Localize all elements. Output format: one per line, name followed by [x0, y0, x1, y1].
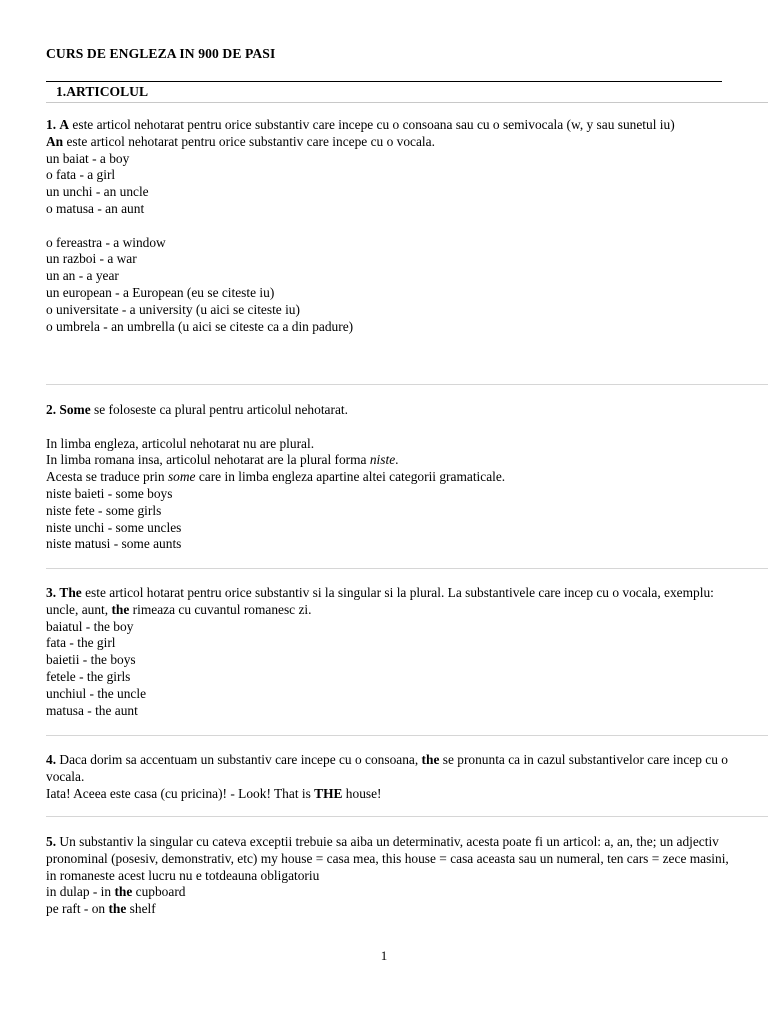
section-title: 1.ARTICOLUL: [56, 84, 149, 99]
keyword-the: the: [114, 884, 133, 900]
example-line: niste baieti - some boys: [46, 485, 173, 501]
example-line: baietii - the boys: [46, 652, 136, 668]
text-part: In limba romana insa, articolul nehotarat are la plural forma: [46, 452, 370, 468]
example-line: niste fete - some girls: [46, 502, 162, 518]
paragraph-4: [46, 752, 736, 802]
example-line: matusa - the aunt: [46, 702, 138, 718]
rule-1-a: [46, 117, 736, 134]
example-line: o fata - a girl: [46, 167, 116, 183]
rule-text: se foloseste ca plural pentru articolul nehotarat.: [90, 402, 348, 417]
rule-text: este articol hotarat pentru orice substantiv si la singular si la plural. La substantivele care incep cu o vocala, exemplu: uncle, aunt,: [46, 585, 714, 617]
example-line: un european - a European (eu se citeste iu): [46, 284, 275, 300]
rule-text: se pronunta ca in cazul substantivelor care incep cu o vocala.: [46, 752, 728, 784]
paragraph-1: [46, 117, 736, 335]
rule-text: Un substantiv la singular cu cateva exceptii trebuie sa aiba un determinativ, acesta poate fi un articol: a, an, the; un adjectiv pronominal (posesiv, demonstrativ, etc) my house = casa mea, this house = casa aceasta sau un numeral, ten cars = zece masini, in romaneste acest lucru nu e totdeauna obligatoriu: [46, 834, 729, 883]
rule-5: [46, 834, 736, 884]
keyword-the: The: [59, 585, 82, 600]
text-part: Iata! Aceea este casa (cu pricina)! - Look! That is: [46, 785, 315, 801]
rule-text: este articol nehotarat pentru orice substantiv care incepe cu o consoana sau cu o semivocala (w, y sau sunetul iu): [69, 117, 675, 132]
rule-1-an: [46, 134, 736, 151]
blank-line: [46, 218, 736, 235]
example-line: un baiat - a boy: [46, 150, 130, 166]
example-line: un unchi - an uncle: [46, 184, 149, 200]
rule-2: [46, 402, 736, 419]
keyword-an: An: [46, 133, 64, 149]
section-divider: [46, 816, 768, 817]
example-line: [46, 901, 736, 918]
rule-4: [46, 752, 736, 786]
paragraph-5: [46, 834, 736, 918]
example-line: un an - a year: [46, 268, 119, 284]
example-line: o umbrela - an umbrella (u aici se citeste ca a din padure): [46, 318, 354, 334]
paragraph-2: [46, 402, 736, 553]
section-divider: [46, 735, 768, 736]
rule-text: este articol nehotarat pentru orice substantiv care incepe cu o vocala.: [63, 133, 435, 149]
text-part: .: [395, 452, 399, 468]
text-line: [46, 469, 736, 486]
example-line: [46, 786, 736, 803]
example-line: [46, 884, 736, 901]
text-part: cupboard: [132, 884, 186, 900]
example-line: un razboi - a war: [46, 251, 137, 267]
rule-3: [46, 585, 736, 619]
keyword-the: the: [108, 901, 127, 917]
rule-number: 1.: [46, 117, 57, 132]
paragraph-3: [46, 585, 736, 719]
text-line: In limba engleza, articolul nehotarat nu are plural.: [46, 435, 315, 451]
rule-number: 4.: [46, 752, 57, 767]
rule-number: 5.: [46, 834, 57, 849]
section-rule: [46, 102, 768, 103]
keyword-the: the: [111, 601, 130, 617]
example-line: baiatul - the boy: [46, 618, 134, 634]
keyword-some: Some: [59, 402, 91, 417]
text-part: shelf: [126, 901, 156, 917]
text-part: Acesta se traduce prin: [46, 469, 168, 485]
italic-word: niste: [369, 452, 396, 468]
keyword-the: THE: [314, 785, 343, 801]
section-divider: [46, 384, 768, 385]
text-part: care in limba engleza apartine altei categorii gramaticale.: [195, 469, 506, 485]
example-line: unchiul - the uncle: [46, 685, 147, 701]
example-line: o matusa - an aunt: [46, 200, 145, 216]
rule-text: rimeaza cu cuvantul romanesc zi.: [129, 601, 312, 617]
example-line: fetele - the girls: [46, 668, 131, 684]
example-line: niste unchi - some uncles: [46, 519, 182, 535]
italic-word: some: [167, 469, 196, 485]
document-title: CURS DE ENGLEZA IN 900 DE PASI: [46, 46, 276, 61]
example-line: o universitate - a university (u aici se citeste iu): [46, 301, 300, 317]
example-line: o fereastra - a window: [46, 234, 166, 250]
title-rule: [46, 81, 722, 82]
keyword-a: A: [59, 117, 70, 132]
rule-number: 2.: [46, 402, 57, 417]
keyword-the: the: [421, 752, 440, 767]
page-number: 1: [380, 948, 388, 963]
rule-number: 3.: [46, 585, 57, 600]
section-divider: [46, 568, 768, 569]
text-line: [46, 452, 736, 469]
text-part: in dulap - in: [46, 884, 115, 900]
example-line: fata - the girl: [46, 635, 116, 651]
text-part: pe raft - on: [46, 901, 109, 917]
example-line: niste matusi - some aunts: [46, 536, 182, 552]
rule-text: Daca dorim sa accentuam un substantiv care incepe cu o consoana,: [56, 752, 422, 767]
text-part: house!: [342, 785, 382, 801]
blank-line: [46, 419, 736, 436]
